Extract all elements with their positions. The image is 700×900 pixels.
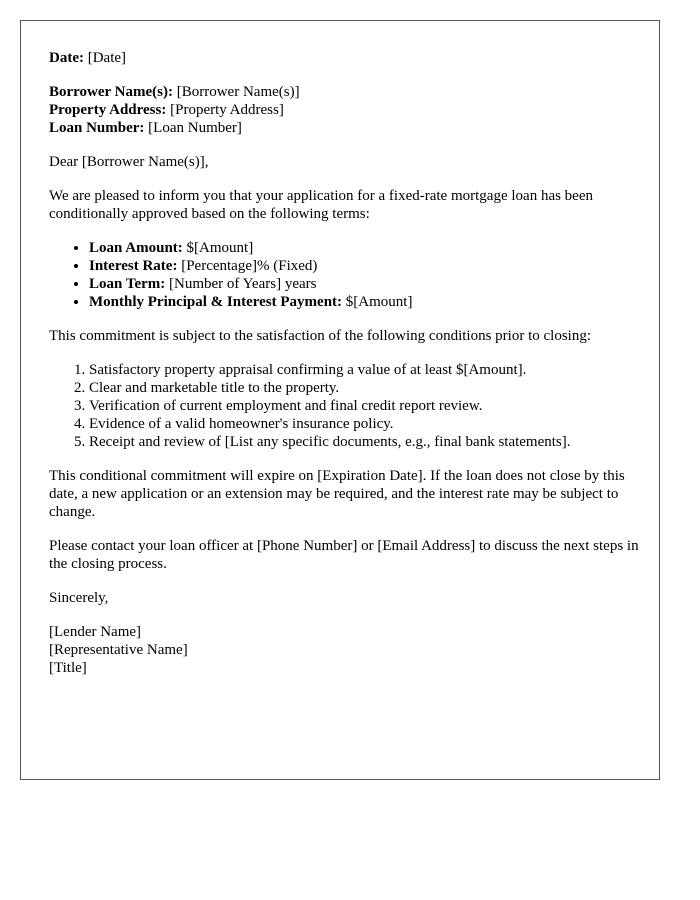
term-value: [Percentage]% (Fixed) (181, 258, 318, 274)
contact-paragraph: Please contact your loan officer at [Phone Number] or [Email Address] to discuss the next steps in the closing process. (49, 538, 639, 572)
term-item (89, 257, 639, 275)
date-label: Date: (49, 50, 84, 66)
representative-title: [Title] (49, 660, 87, 676)
loan-details-block (49, 83, 639, 137)
term-item (89, 275, 639, 293)
property-value: [Property Address] (170, 102, 284, 118)
salutation: Dear [Borrower Name(s)], (49, 154, 209, 170)
date-line (49, 49, 639, 67)
date-value: [Date] (87, 50, 127, 66)
loan-terms-list (49, 239, 639, 311)
loan-number-value: [Loan Number] (148, 120, 242, 136)
borrower-value: [Borrower Name(s)] (176, 84, 300, 100)
intro-paragraph: We are pleased to inform you that your application for a fixed-rate mortgage loan has been conditionally approved based on the following terms: (49, 188, 593, 222)
term-item (89, 239, 639, 257)
condition-item: 4. Evidence of a valid homeowner's insurance policy. (89, 415, 639, 433)
borrower-label: Borrower Name(s): (49, 84, 173, 100)
term-label: Loan Term: (89, 276, 166, 292)
condition-item: 5. Receipt and review of [List any specific documents, e.g., final bank statements]. (89, 433, 639, 451)
representative-name: [Representative Name] (49, 642, 188, 658)
term-label: Interest Rate: (89, 258, 178, 274)
condition-item: 1. Satisfactory property appraisal confirming a value of at least $[Amount]. (89, 361, 639, 379)
term-value: $[Amount] (186, 240, 254, 256)
closing-salutation: Sincerely, (49, 590, 109, 606)
property-label: Property Address: (49, 102, 167, 118)
expiration-paragraph: This conditional commitment will expire on [Expiration Date]. If the loan does not close by this date, a new application or an extension may be required, and the interest rate may be subject to change. (49, 468, 625, 520)
loan-number-line (49, 119, 639, 137)
loan-number-label: Loan Number: (49, 120, 145, 136)
conditions-intro: This commitment is subject to the satisfaction of the following conditions prior to closing: (49, 328, 592, 344)
lender-name: [Lender Name] (49, 624, 142, 640)
letter-body (49, 49, 639, 677)
term-label: Loan Amount: (89, 240, 183, 256)
term-value: $[Amount] (345, 294, 413, 310)
condition-item: 3. Verification of current employment and final credit report review. (89, 397, 639, 415)
letter-frame (20, 20, 660, 780)
condition-item: 2. Clear and marketable title to the property. (89, 379, 639, 397)
signature-block (49, 623, 639, 677)
borrower-line (49, 83, 639, 101)
term-label: Monthly Principal & Interest Payment: (89, 294, 343, 310)
term-value: [Number of Years] years (169, 276, 317, 292)
property-line (49, 101, 639, 119)
term-item (89, 293, 639, 311)
conditions-list (49, 361, 639, 451)
